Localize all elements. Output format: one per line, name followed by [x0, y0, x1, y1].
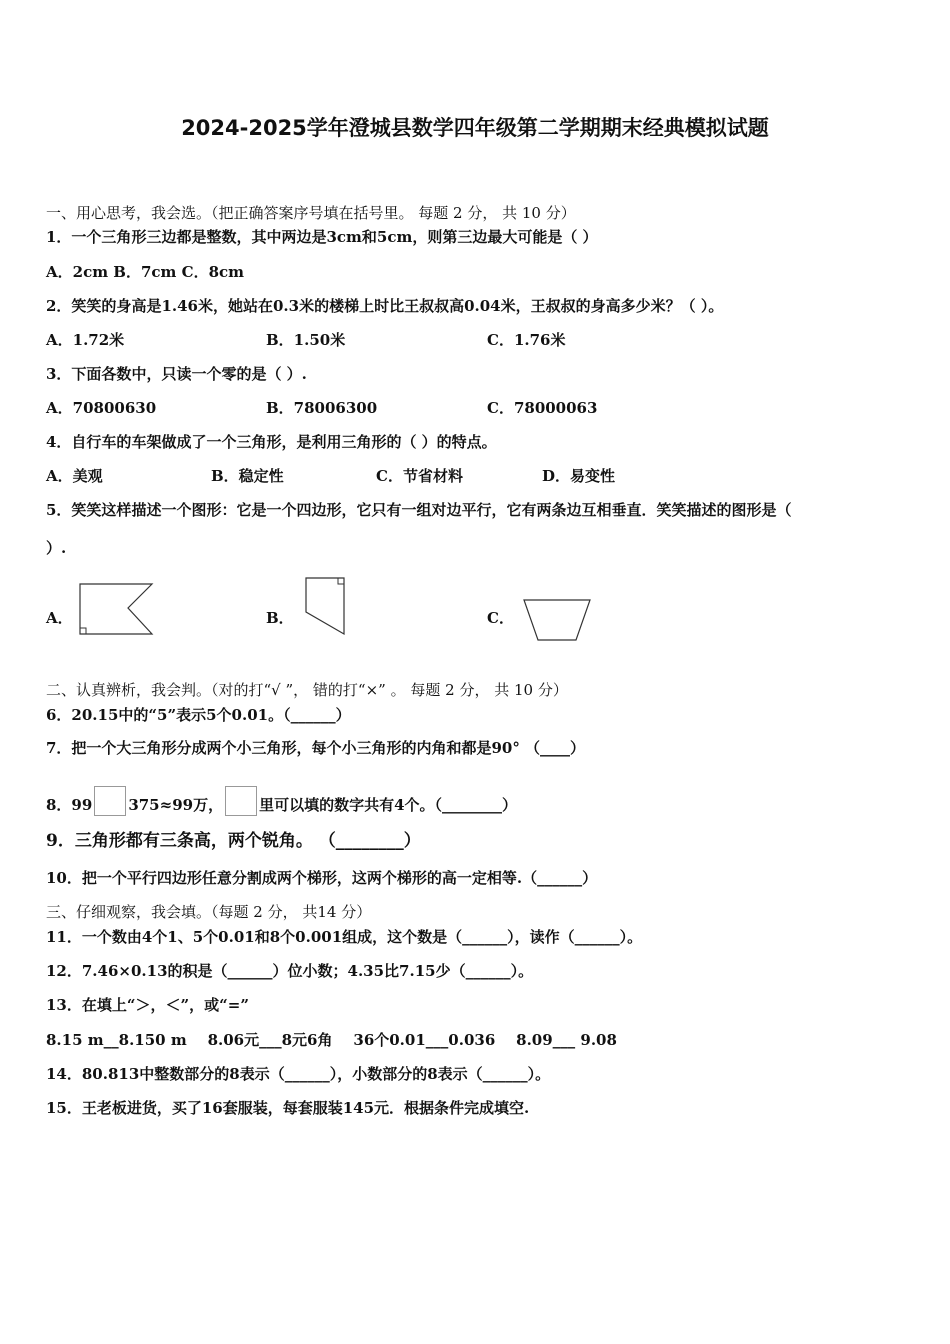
question-6: 6．20.15中的“5”表示5个0.01。（______） — [46, 706, 351, 724]
question-5-option-c: C． — [487, 609, 514, 627]
question-3-option-a: A．70800630 — [46, 399, 157, 417]
question-11: 11．一个数由4个1、5个0.01和8个0.001组成，这个数是（______），读作（______）。 — [46, 928, 643, 946]
question-3-option-c: C．78000063 — [487, 399, 598, 417]
question-15: 15．王老板进货，买了16套服装，每套服装145元．根据条件完成填空. — [46, 1099, 530, 1117]
question-5-line2: ）. — [46, 539, 67, 557]
question-3: 3．下面各数中，只读一个零的是（ ）. — [46, 365, 307, 383]
section2-heading: 二、认真辨析，我会判。（对的打“√ ”， 错的打“×” 。 每题 2 分， 共 10 分） — [46, 681, 568, 699]
answer-box — [94, 786, 126, 816]
question-2: 2．笑笑的身高是1.46米，她站在0.3米的楼梯上时比王叔叔高0.04米，王叔叔的身高多少米？（ ）。 — [46, 297, 724, 315]
section1-heading: 一、用心思考，我会选。（把正确答案序号填在括号里。 每题 2 分， 共 10 分） — [46, 204, 576, 222]
section3-heading: 三、仔细观察，我会填。（每题 2 分， 共14 分） — [46, 903, 372, 921]
question-5-option-b: B． — [266, 609, 294, 627]
question-5-option-a: A． — [46, 609, 73, 627]
question-4-option-a: A．美观 — [46, 467, 103, 485]
question-1: 1．一个三角形三边都是整数，其中两边是3cm和5cm，则第三边最大可能是（ ） — [46, 228, 598, 246]
question-4-option-d: D．易变性 — [542, 467, 616, 485]
question-1-options: A．2cm B．7cm C．8cm — [46, 263, 245, 281]
shape-b-right-angle-quadrilateral-icon — [300, 574, 352, 640]
question-8-text-part3: 里可以填的数字共有4个。（________） — [259, 796, 518, 814]
question-3-option-b: B．78006300 — [266, 399, 378, 417]
shape-c-trapezoid-icon — [520, 596, 594, 644]
question-12: 12．7.46×0.13的积是（______）位小数；4.35比7.15少（______）。 — [46, 962, 534, 980]
question-7: 7．把一个大三角形分成两个小三角形，每个小三角形的内角和都是90° （____） — [46, 739, 586, 757]
shape-a-right-angle-pentagon-icon — [76, 580, 160, 640]
question-2-option-c: C．1.76米 — [487, 331, 566, 349]
question-2-option-b: B．1.50米 — [266, 331, 346, 349]
answer-box — [225, 786, 257, 816]
question-14: 14．80.813中整数部分的8表示（______），小数部分的8表示（______）。 — [46, 1065, 551, 1083]
question-2-option-a: A．1.72米 — [46, 331, 125, 349]
page-title: 2024-2025学年澄城县数学四年级第二学期期末经典模拟试题 — [181, 116, 769, 140]
question-5-line1: 5．笑笑这样描述一个图形：它是一个四边形，它只有一组对边平行，它有两条边互相垂直．笑笑描述的图形是（ — [46, 501, 792, 519]
question-4: 4．自行车的车架做成了一个三角形，是利用三角形的（ ）的特点。 — [46, 433, 497, 451]
question-9: 9．三角形都有三条高，两个锐角。 （________） — [46, 831, 421, 851]
question-4-option-b: B．稳定性 — [211, 467, 284, 485]
question-8-text-part1: 8．99 — [46, 796, 93, 814]
question-13: 13．在填上“＞，＜”，或“=” — [46, 996, 249, 1014]
question-8 — [46, 786, 517, 816]
question-10: 10．把一个平行四边形任意分割成两个梯形，这两个梯形的高一定相等.（______） — [46, 869, 598, 887]
question-13-items: 8.15 m__8.150 m 8.06元___8元6角 36个0.01___0.036 8.09___ 9.08 — [46, 1031, 617, 1049]
question-8-text-part2: 375≈99万， — [128, 796, 224, 814]
question-4-option-c: C．节省材料 — [376, 467, 463, 485]
